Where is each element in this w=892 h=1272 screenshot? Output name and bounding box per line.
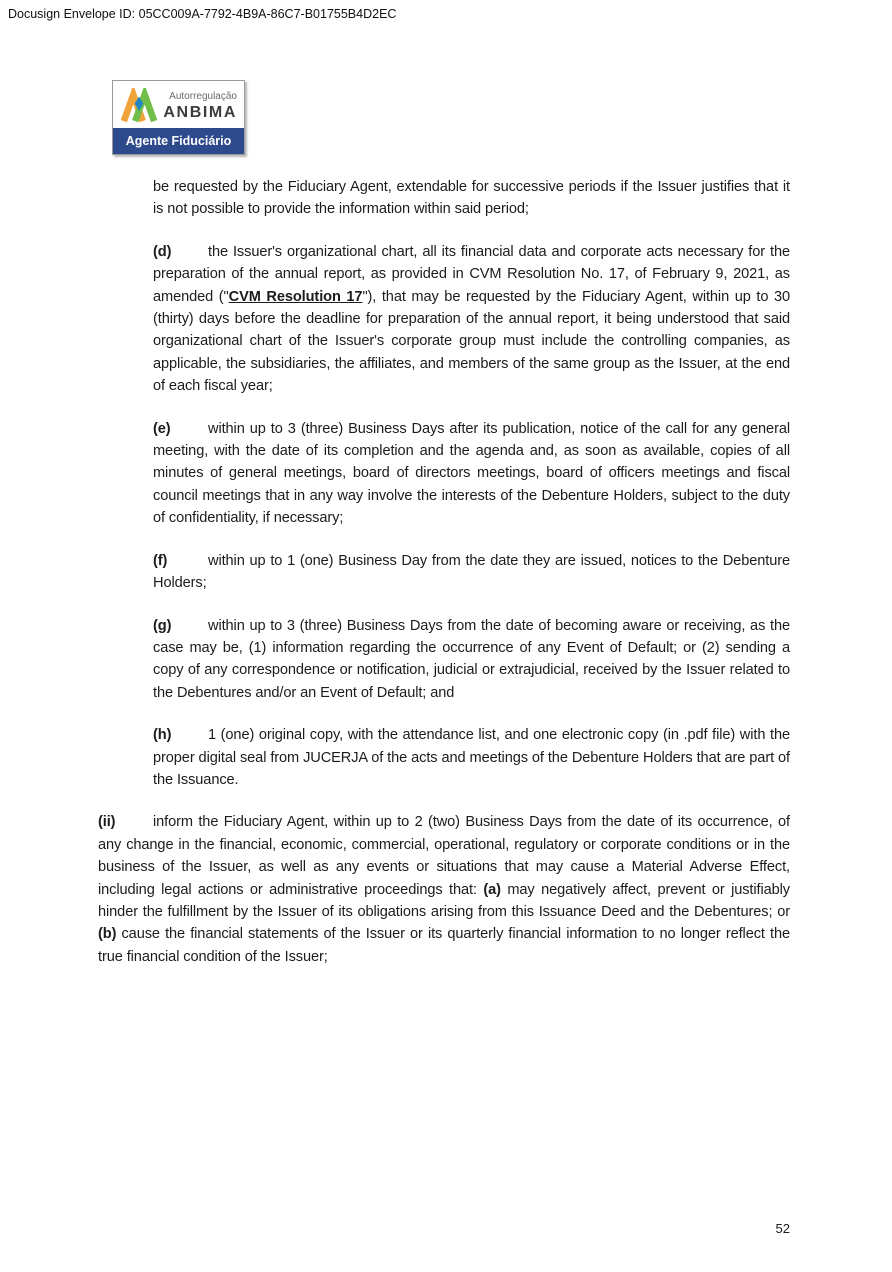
logo-autorregulacao-text: Autorregulação [169, 90, 237, 102]
paragraph-text-run: "), that may be requested by the Fiduciary Agent, within up to 30 (thirty) days before the deadline for preparation of the annual report, it being understood that said organizational chart of the Issuer's corporate group must include the controlling companies, as applicable, the subsidiaries, the affiliates, and members of the same group as the Issuer, at the end of each fiscal year; [153, 288, 790, 395]
paragraph-label: (h) [153, 727, 172, 744]
paragraph [153, 724, 790, 791]
anbima-mark-icon [120, 88, 158, 124]
paragraph-text-run: within up to 3 (three) Business Days after its publication, notice of the call for any general meeting, with the date of its completion and the agenda and, as soon as available, copies of all minutes of general meetings, board of directors meetings, board of officers meetings and fiscal council meetings that in any way involve the interests of the Debenture Holders, subject to the duty of confidentiality, if necessary; [153, 420, 790, 527]
logo-band-label: Agente Fiduciário [125, 134, 232, 148]
paragraph-text-run: cause the financial statements of the Issuer or its quarterly financial information to no longer reflect the true financial condition of the Issuer; [98, 926, 790, 965]
paragraph [153, 176, 790, 221]
paragraph-text-run: 1 (one) original copy, with the attendance list, and one electronic copy (in .pdf file) with the proper digital seal from JUCERJA of the acts and meetings of the Debenture Holders that are part of the Issuance. [153, 727, 790, 788]
paragraph [153, 550, 790, 595]
paragraph [153, 241, 790, 398]
paragraph-text-run: the Issuer's organizational chart, all its financial data and corporate acts necessary for the preparation of the annual report, as provided in CVM Resolution No. 17, of February 9, 2021, as amended (" [153, 243, 790, 305]
paragraph-label: (e) [153, 420, 171, 437]
anbima-seal-top [113, 81, 244, 128]
docusign-envelope-id: Docusign Envelope ID: 05CC009A-7792-4B9A-86C7-B01755B4D2EC [8, 7, 397, 21]
logo-band [113, 128, 244, 154]
logo-anbima-text: ANBIMA [163, 103, 237, 121]
paragraph-label: (d) [153, 243, 172, 260]
document-body [98, 176, 790, 988]
paragraph-label: (g) [153, 617, 172, 634]
anbima-seal-text [158, 92, 237, 121]
paragraph-text-run: within up to 3 (three) Business Days from the date of becoming aware or receiving, as the case may be, (1) information regarding the occurrence of any Event of Default; or (2) sending a copy of any correspondence or notification, judicial or extrajudicial, received by the Issuer related to the Debentures and/or an Event of Default; and [153, 617, 790, 701]
paragraph-label: (f) [153, 552, 168, 569]
paragraph-label: (ii) [98, 814, 116, 831]
paragraph-text-run: inform the Fiduciary Agent, within up to 2 (two) Business Days from the date of its occurrence, of any change in the financial, economic, commercial, operational, regulatory or corporate conditions or in the business of the Issuer, as well as any events or situations that may cause a Material Adverse Effect, including legal actions or administrative proceedings that: [98, 814, 790, 898]
paragraph-text-run: be requested by the Fiduciary Agent, extendable for successive periods if the Issuer justifies that it is not possible to provide the information within said period; [153, 179, 790, 218]
paragraph [153, 418, 790, 530]
paragraph-text-run: (a) [483, 881, 501, 898]
paragraph-text-run: CVM Resolution 17 [228, 288, 363, 305]
page-number: 52 [775, 1221, 790, 1236]
anbima-seal [112, 80, 245, 155]
paragraph-text-run: (b) [98, 926, 117, 943]
paragraph [153, 615, 790, 705]
paragraph-text-run: may negatively affect, prevent or justifiably hinder the fulfillment by the Issuer of its obligations arising from this Issuance Deed and the Debentures; or [98, 881, 790, 920]
paragraph-text-run: within up to 1 (one) Business Day from the date they are issued, notices to the Debenture Holders; [153, 552, 790, 592]
paragraph [98, 811, 790, 968]
